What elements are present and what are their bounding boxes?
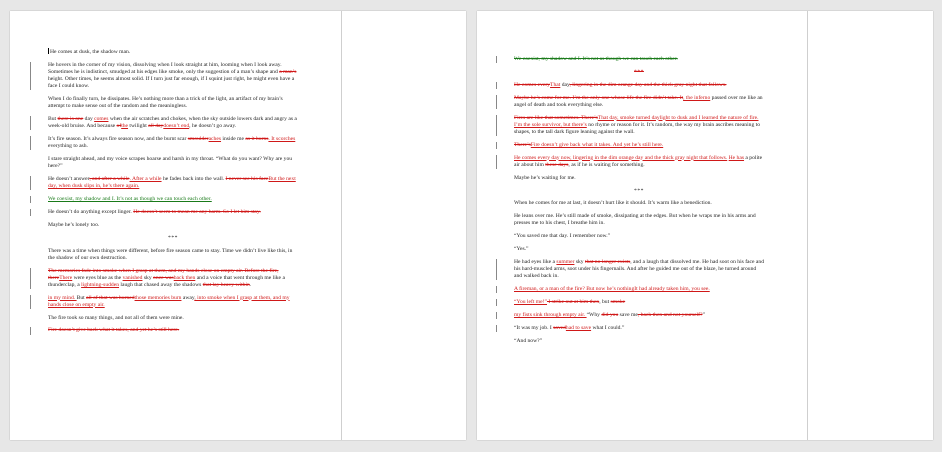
paragraph	[48, 156, 298, 170]
deleted-text: smoke	[610, 299, 626, 306]
inserted-text: He has	[728, 154, 745, 161]
text-run: But	[48, 116, 58, 123]
deleted-text: these days	[545, 161, 569, 168]
change-bar	[496, 325, 497, 332]
inserted-text: my fists sink through empty air.	[514, 311, 587, 318]
inserted-text: But the next day, when dusk slips in, he’s there again.	[48, 176, 296, 190]
deleted-text: He doesn’t seem to mean me any harm. So I let him stay.	[133, 208, 261, 215]
section-separator: ***	[634, 187, 644, 194]
text-run: When I do finally turn, he dissipates. He’s nothing more than a trick of the light, an artifact of my brain’s attempt to make sense out of the random and the meaningless.	[48, 96, 283, 110]
paragraph	[514, 56, 764, 63]
text-run: away	[181, 294, 195, 301]
text-run: He doesn’t answer	[48, 176, 90, 182]
change-bar	[496, 259, 497, 280]
text-run: what I could.”	[591, 324, 625, 331]
moved-text: We coexist, my shadow and I. It’s not as though we can touch each other.	[514, 56, 678, 62]
paragraph	[514, 142, 764, 149]
inserted-text: doesn’t end	[163, 123, 190, 130]
change-bar	[30, 295, 31, 309]
text-run: no rhyme or reason for it. It’s random, the way my brain ascribes meaning to shapes, to the tall dark figure leaning against the wall.	[514, 121, 761, 135]
text-run: There was a time when things were different, before fire season came to stay. Time we didn’t live like this, in the shadow of our own destruction.	[48, 247, 293, 261]
deleted-text: , back then and not yourself?	[637, 311, 703, 318]
change-bar	[30, 116, 31, 130]
inserted-text: lightning-sudden	[81, 281, 120, 288]
paragraph	[514, 95, 764, 109]
text-run: ”	[702, 311, 705, 318]
deleted-text: The memories fade into smoke when I grasp at them, and my hands close on empty air. Before the fire, there	[48, 267, 279, 281]
paragraph	[48, 295, 298, 309]
text-run: day	[83, 116, 95, 123]
paragraph	[514, 155, 764, 169]
deleted-text: He comes every	[514, 81, 551, 88]
text-run: He doesn’t do anything except linger.	[48, 208, 134, 215]
moved-text: We coexist, my shadow and I. It’s not as though we can touch each other.	[48, 195, 212, 202]
change-bar	[30, 196, 31, 203]
deleted-text: a man’s	[279, 68, 297, 75]
paragraph	[514, 233, 764, 240]
text-run: “You saved me that day. I remember now.”	[514, 233, 611, 240]
paragraph	[514, 82, 764, 89]
paragraph	[514, 246, 764, 253]
change-bar	[496, 286, 497, 293]
text-run: height. Other times, he seems almost solid. If I turn just far enough, if I squint just right, he might even have a face I could know.	[48, 76, 295, 90]
change-bar	[496, 56, 497, 63]
page-1-body[interactable]	[48, 48, 298, 340]
text-run: Maybe he’s lonely too.	[48, 221, 100, 228]
deleted-text: Fires are like that sometimes. There’s	[514, 114, 598, 121]
deleted-text: as it burns	[245, 136, 269, 143]
inserted-text: , into smoke when I grasp at them, and my hands close on empty air.	[48, 294, 290, 308]
change-bar	[496, 312, 497, 319]
deleted-text: saved	[553, 324, 566, 331]
change-bar	[30, 62, 31, 90]
inserted-text: vanished	[122, 274, 143, 281]
page-margin-rule	[807, 11, 808, 440]
text-run: , and a laugh that dissolved me. He had soot on his face and his hard-muscled arms, soot under his fingernails. And after he guided me out of the blaze, he turned around and walked back in.	[514, 259, 764, 280]
deleted-text: there is one	[57, 116, 84, 123]
inserted-text: those memories burn	[134, 294, 182, 301]
paragraph	[48, 176, 298, 190]
paragraph	[48, 196, 298, 203]
deleted-text: I strike out at him then	[547, 299, 600, 306]
change-bar	[496, 95, 497, 109]
document-page-1	[10, 11, 466, 440]
deleted-text: that lay heavy within	[202, 281, 250, 288]
inserted-text: had to save	[565, 324, 592, 331]
inserted-text: summer	[556, 259, 575, 266]
change-bar	[30, 209, 31, 216]
deleted-text: smoulder	[187, 136, 209, 143]
change-bar	[496, 115, 497, 136]
deleted-text: I never see his face	[225, 176, 269, 182]
text-run: he fades back into the wall.	[161, 176, 226, 182]
text-run: He had eyes like a	[514, 259, 557, 266]
text-run: When he comes for me at last, it doesn’t hurt like it should. It’s warm like a benediction.	[514, 200, 712, 207]
paragraph	[48, 48, 298, 56]
paragraph	[514, 338, 764, 345]
deleted-text: Fire doesn’t give back what it takes, and yet he’s still here.	[48, 327, 180, 334]
inserted-text: aches	[208, 136, 222, 143]
change-bar	[30, 268, 31, 289]
page-2-body[interactable]	[514, 56, 764, 351]
deleted-text: , and after a while	[89, 176, 130, 182]
paragraph	[514, 175, 764, 182]
inserted-text: There	[59, 274, 73, 281]
deleted-text: There’s	[514, 141, 531, 148]
inserted-text: “You left me!”	[514, 299, 547, 306]
text-run: Maybe he’s waiting for me.	[514, 174, 576, 181]
inserted-text: in my mind.	[48, 294, 77, 301]
inserted-text: A fireman, or a man of the fire? But now he’s nothing	[514, 286, 635, 293]
deleted-text: once was	[153, 274, 174, 281]
paragraph	[48, 248, 298, 262]
text-run: He leans over me. He’s still made of smoke, dissipating at the edges. But when he wraps me in his arms and presses me to his chest, I breathe him in.	[514, 213, 756, 227]
text-run: , but	[599, 299, 611, 306]
text-run: , as if he is waiting for something.	[568, 161, 645, 168]
deleted-text: that no longer exists	[585, 259, 631, 266]
deleted-text: all day	[148, 123, 164, 130]
text-run: inside me	[221, 136, 246, 143]
text-run: “And now?”	[514, 337, 543, 344]
paragraph	[514, 200, 764, 207]
text-run: everything to ash.	[48, 143, 88, 150]
paragraph	[514, 115, 764, 136]
text-run: The fire took so many things, and not all of them were mine.	[48, 314, 184, 321]
deleted-text: all of that was burned	[86, 294, 135, 301]
deleted-text: , lingering in the dim orange day and the thick gray night that follows.	[569, 81, 727, 88]
text-run: were eyes blue as the	[72, 274, 123, 281]
inserted-text: Fire doesn’t give back what it takes. And yet he’s still here.	[530, 141, 664, 148]
change-bar	[30, 327, 31, 334]
deleted-text: of	[116, 123, 122, 130]
deleted-text: did you	[601, 311, 619, 318]
paragraph	[48, 222, 298, 229]
text-run: “Why	[586, 311, 602, 318]
inserted-text: the	[121, 123, 129, 130]
text-run: He comes at dusk, the shadow man.	[50, 49, 131, 55]
inserted-text: comes	[94, 116, 109, 123]
inserted-text: It had already taken him, you see.	[634, 286, 710, 293]
deleted-text: Maybe he’s come for me. I’m the only one whose life the fire didn’t take. It	[514, 94, 684, 101]
inserted-text: back then	[173, 274, 196, 281]
text-run: twilight	[128, 123, 149, 130]
text-run: He hovers in the corner of my vision, dissolving when I look straight at him, looming when I look away. Sometimes he is indistinct, smudged at his edges like smoke, only the suggestion of a man’s shape and	[48, 61, 282, 75]
text-run: when the air scratches and chokes, when the sky outside lowers dark and angry as a week-old bruise. And because	[48, 116, 297, 130]
text-run: a polite air about him	[514, 154, 763, 168]
change-bar	[30, 136, 31, 150]
paragraph	[514, 213, 764, 227]
text-run: day	[560, 81, 570, 88]
document-page-2	[477, 11, 933, 440]
text-run: passed over me like an angel of death and took everything else.	[514, 94, 763, 108]
paragraph	[48, 116, 298, 130]
inserted-text: , the inferno	[683, 94, 711, 101]
text-run: and a voice that went through me like a thunderclap, a	[48, 274, 285, 288]
paragraph	[514, 299, 764, 306]
change-bar	[496, 82, 497, 89]
inserted-text: That day, smoke turned daylight to dusk and I learned the nature of fire. I’m the sole survivor, but there’s	[514, 114, 759, 128]
inserted-text: . After a while	[129, 176, 162, 182]
paragraph	[514, 259, 764, 280]
change-bar	[496, 299, 497, 306]
text-run: save me	[618, 311, 638, 318]
paragraph	[48, 136, 298, 150]
paragraph	[48, 327, 298, 334]
text-run: But	[76, 294, 87, 301]
text-run: laugh that chased away the shadows	[119, 281, 203, 288]
text-run: sky	[574, 259, 586, 266]
inserted-text: He comes every day now, lingering in the dim orange day and the thick gray night that follows.	[514, 154, 728, 161]
change-bar	[496, 142, 497, 149]
text-run: It’s fire season. It’s always fire season now, and the burnt scar	[48, 136, 188, 143]
change-bar	[496, 155, 497, 169]
text-cursor	[48, 48, 49, 54]
change-bar	[30, 176, 31, 190]
text-run: , he doesn’t go away.	[189, 123, 237, 130]
inserted-text: That	[550, 81, 561, 88]
text-run: “Yes.”	[514, 246, 529, 253]
paragraph	[48, 62, 298, 90]
section-separator: ***	[168, 234, 178, 241]
paragraph	[48, 96, 298, 110]
text-run: I stare straight ahead, and my voice scrapes hoarse and harsh in my throat. “What do you want? Why are you here?”	[48, 156, 293, 170]
page-margin-rule	[341, 11, 342, 440]
text-run: .	[249, 281, 252, 288]
paragraph	[48, 315, 298, 322]
paragraph	[514, 325, 764, 332]
paragraph	[514, 286, 764, 293]
text-run: “It was my job. I	[514, 324, 554, 331]
paragraph	[514, 312, 764, 319]
text-run: sky	[142, 274, 154, 281]
section-separator: ***	[634, 68, 644, 75]
inserted-text: . It scorches	[268, 136, 296, 143]
paragraph	[48, 268, 298, 289]
paragraph	[48, 209, 298, 216]
